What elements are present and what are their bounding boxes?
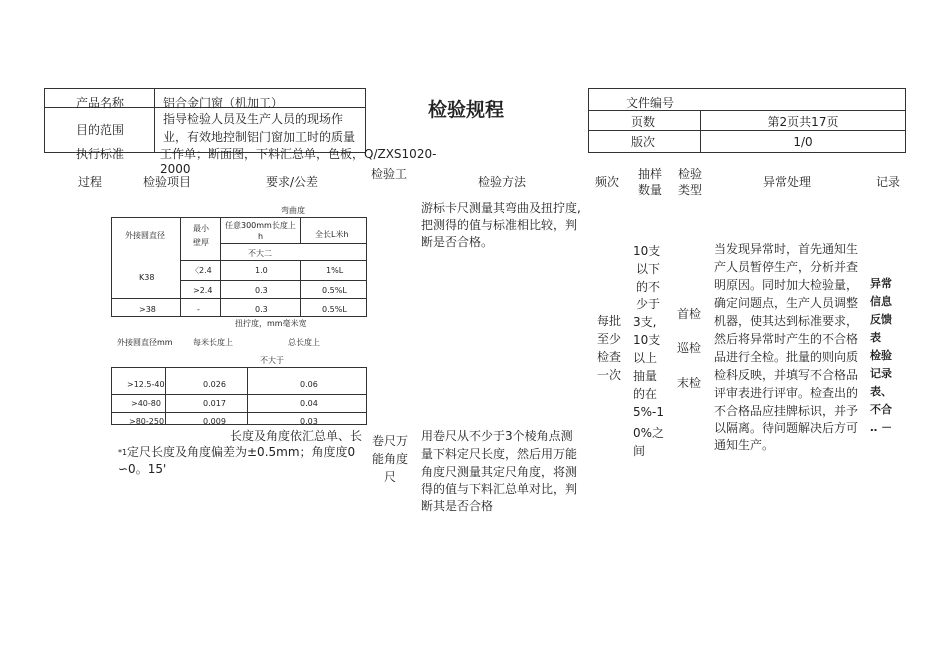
- col-sample-1: 抽样: [638, 167, 663, 181]
- abnormal-line6: 然后将异常时产生的不合格: [714, 332, 859, 346]
- standard-label: 执行标准: [76, 147, 125, 161]
- version-value: 1/0: [793, 135, 813, 149]
- twist-row3-d: >80-250: [129, 417, 165, 426]
- twist-h-diameter: 外接圆直径mm: [117, 338, 173, 347]
- length-req-line3: ∽0。15': [118, 462, 167, 476]
- abnormal-line5: 机器，使其达到标准要求，: [714, 314, 859, 328]
- col-record: 记录: [876, 175, 901, 189]
- page-title: 检验规程: [428, 99, 505, 121]
- method2-line1: 用卷尺从不少于3个棱角点测: [421, 429, 573, 443]
- method1-line2: 把测得的值与标准相比较，判: [421, 218, 578, 232]
- curv-h-per300-2: h: [258, 232, 264, 241]
- col-type-1: 检验: [678, 167, 703, 181]
- record-line4: 表: [870, 331, 881, 344]
- method2-line2: 量下料定尺长度，然后用万能: [421, 447, 578, 461]
- abnormal-line11: 以隔离。待问题解决后方可: [714, 421, 859, 435]
- record-line8: 不合: [870, 403, 892, 416]
- sample-line4: 少于: [636, 297, 661, 311]
- pages-label: 页数: [631, 115, 656, 129]
- twist-row1-per-m: 0.026: [203, 380, 226, 389]
- curvature-caption: 弯曲度: [281, 206, 305, 215]
- record-line7: 表、: [870, 385, 892, 398]
- frequency-line3: 检查: [597, 350, 622, 364]
- twist-h-total: 总长度上: [288, 338, 320, 347]
- version-label: 版次: [631, 135, 656, 149]
- frequency-line2: 至少: [597, 332, 622, 346]
- tool2-line1: 卷尺万: [371, 434, 408, 448]
- twist-row3-per-m: 0.009: [203, 417, 226, 426]
- scope-value-line1: 指导检验人员及生产人员的现场作: [163, 112, 344, 126]
- sample-line1: 10支: [633, 244, 661, 258]
- col-type-2: 类型: [678, 183, 703, 197]
- twist-h-per-m: 每米长度上: [193, 338, 233, 347]
- tool2-line2: 能角度: [371, 452, 408, 466]
- product-name-label: 产品名称: [76, 96, 125, 110]
- method1-line1: 游标卡尺测量其弯曲及扭拧度,: [421, 201, 581, 215]
- twist-row3-total: 0.03: [300, 417, 318, 426]
- col-sample-2: 数量: [638, 183, 663, 197]
- curv-row1-h300: 1.0: [255, 266, 268, 275]
- method1-line3: 断是否合格。: [421, 235, 494, 249]
- twist-row2-per-m: 0.017: [203, 399, 226, 408]
- abnormal-line2: 产人员暂停生产，分析并查: [714, 260, 859, 274]
- standard-value-line1: 工作单；断面图，下料汇总单，色板，Q/ZXS1020-: [160, 147, 437, 161]
- abnormal-line12: 通知生产。: [714, 438, 775, 452]
- twist-h-not-more: 不大于: [260, 356, 284, 365]
- col-frequency: 频次: [595, 175, 620, 189]
- curv-h-min-wall-2: 壁厚: [193, 238, 209, 247]
- standard-value-line2: 2000: [160, 162, 191, 176]
- sample-line9: 的在: [633, 387, 658, 401]
- abnormal-line1: 当发现异常时，首先通知生: [714, 242, 859, 256]
- type-first: 首检: [677, 307, 702, 321]
- scope-value-line2: 业，有效地控制铝门窗加工时的质量: [163, 130, 356, 144]
- scope-label: 目的范围: [76, 123, 125, 137]
- curv-row2-full: 0.5%L: [322, 286, 347, 295]
- curv-row1-full: 1%L: [326, 266, 344, 275]
- record-line9: ‥ －: [870, 421, 893, 434]
- frequency-line4: 一次: [597, 368, 622, 382]
- col-process: 过程: [78, 175, 103, 189]
- record-line3: 反馈: [870, 313, 892, 326]
- sample-line5: 3支,: [633, 315, 657, 329]
- sample-line12: 间: [633, 444, 646, 458]
- type-final: 末检: [677, 376, 702, 390]
- record-line1: 异常: [870, 277, 892, 290]
- col-requirement: 要求/公差: [266, 175, 319, 189]
- method2-line4: 得的值与下料汇总单对比，判: [421, 482, 578, 496]
- record-line6: 记录: [870, 367, 892, 380]
- abnormal-line3: 明原因。同时加大检验量，: [714, 278, 859, 292]
- sample-line8: 抽量: [633, 369, 658, 383]
- twist-row1-total: 0.06: [300, 380, 318, 389]
- curv-row3-d: >38: [139, 305, 156, 314]
- abnormal-line4: 确定问题点，生产人员调整: [714, 296, 859, 310]
- sample-line6: 10支: [633, 333, 661, 347]
- twist-caption: 扭拧度，mm毫米宽: [235, 319, 307, 328]
- curv-row3-wall: -: [197, 305, 200, 314]
- abnormal-line7: 品进行全检。批量的则向质: [714, 350, 859, 364]
- pages-value: 第2页共17页: [767, 115, 839, 129]
- length-req-mark: *1: [118, 448, 128, 457]
- curv-h-diameter: 外接圆直径: [125, 231, 165, 240]
- sample-line10: 5%-1: [633, 405, 665, 419]
- twist-row2-total: 0.04: [300, 399, 318, 408]
- curv-h-full-len: 全长L米h: [315, 230, 349, 239]
- product-name-value: 铝合金门窗（机加工）: [163, 96, 284, 110]
- tool2-line3: 尺: [383, 470, 396, 484]
- curv-row1-d: K38: [139, 273, 155, 282]
- twist-row1-d: >12.5-40: [127, 380, 165, 389]
- curv-row1-wall: 〈2.4: [191, 266, 212, 275]
- abnormal-line8: 检科反映，并填写不合格品: [714, 368, 859, 382]
- length-req-line2: 定尺长度及角度偏差为±0.5mm；角度度0: [127, 445, 356, 459]
- curv-row3-full: 0.5%L: [322, 305, 347, 314]
- method2-line5: 断其是否合格: [421, 499, 494, 513]
- record-line5: 检验: [870, 349, 892, 362]
- twist-row2-d: >40-80: [131, 399, 161, 408]
- col-abnormal: 异常处理: [763, 175, 812, 189]
- curv-row3-h300: 0.3: [255, 305, 268, 314]
- col-method: 检验方法: [478, 175, 527, 189]
- record-line2: 信息: [870, 295, 892, 308]
- curv-h-per300-1: 任意300mm长度上: [225, 221, 296, 230]
- sample-line3: 的不: [636, 280, 661, 294]
- method2-line3: 角度尺测量其定尺角度，将测: [421, 465, 578, 479]
- curv-row2-wall: >2.4: [193, 286, 213, 295]
- curv-row2-h300: 0.3: [255, 286, 268, 295]
- abnormal-line9: 评审表进行评审。检查出的: [714, 386, 859, 400]
- abnormal-line10: 不合格品应挂牌标识，并予: [714, 404, 859, 418]
- sample-line11: 0%之: [633, 426, 665, 440]
- sample-line2: 以下: [636, 262, 661, 276]
- length-req-line1: 长度及角度依汇总单、长: [230, 429, 363, 443]
- doc-no-label: 文件编号: [626, 96, 675, 110]
- curv-h-min-wall-1: 最小: [193, 224, 209, 233]
- record-list: [870, 275, 900, 437]
- col-item: 检验项目: [143, 175, 192, 189]
- sample-line7: 以上: [633, 351, 658, 365]
- frequency-line1: 每批: [597, 314, 622, 328]
- curv-h-not-more: 不大二: [248, 249, 272, 258]
- type-patrol: 巡检: [677, 341, 702, 355]
- col-tool: 检验工: [371, 167, 408, 181]
